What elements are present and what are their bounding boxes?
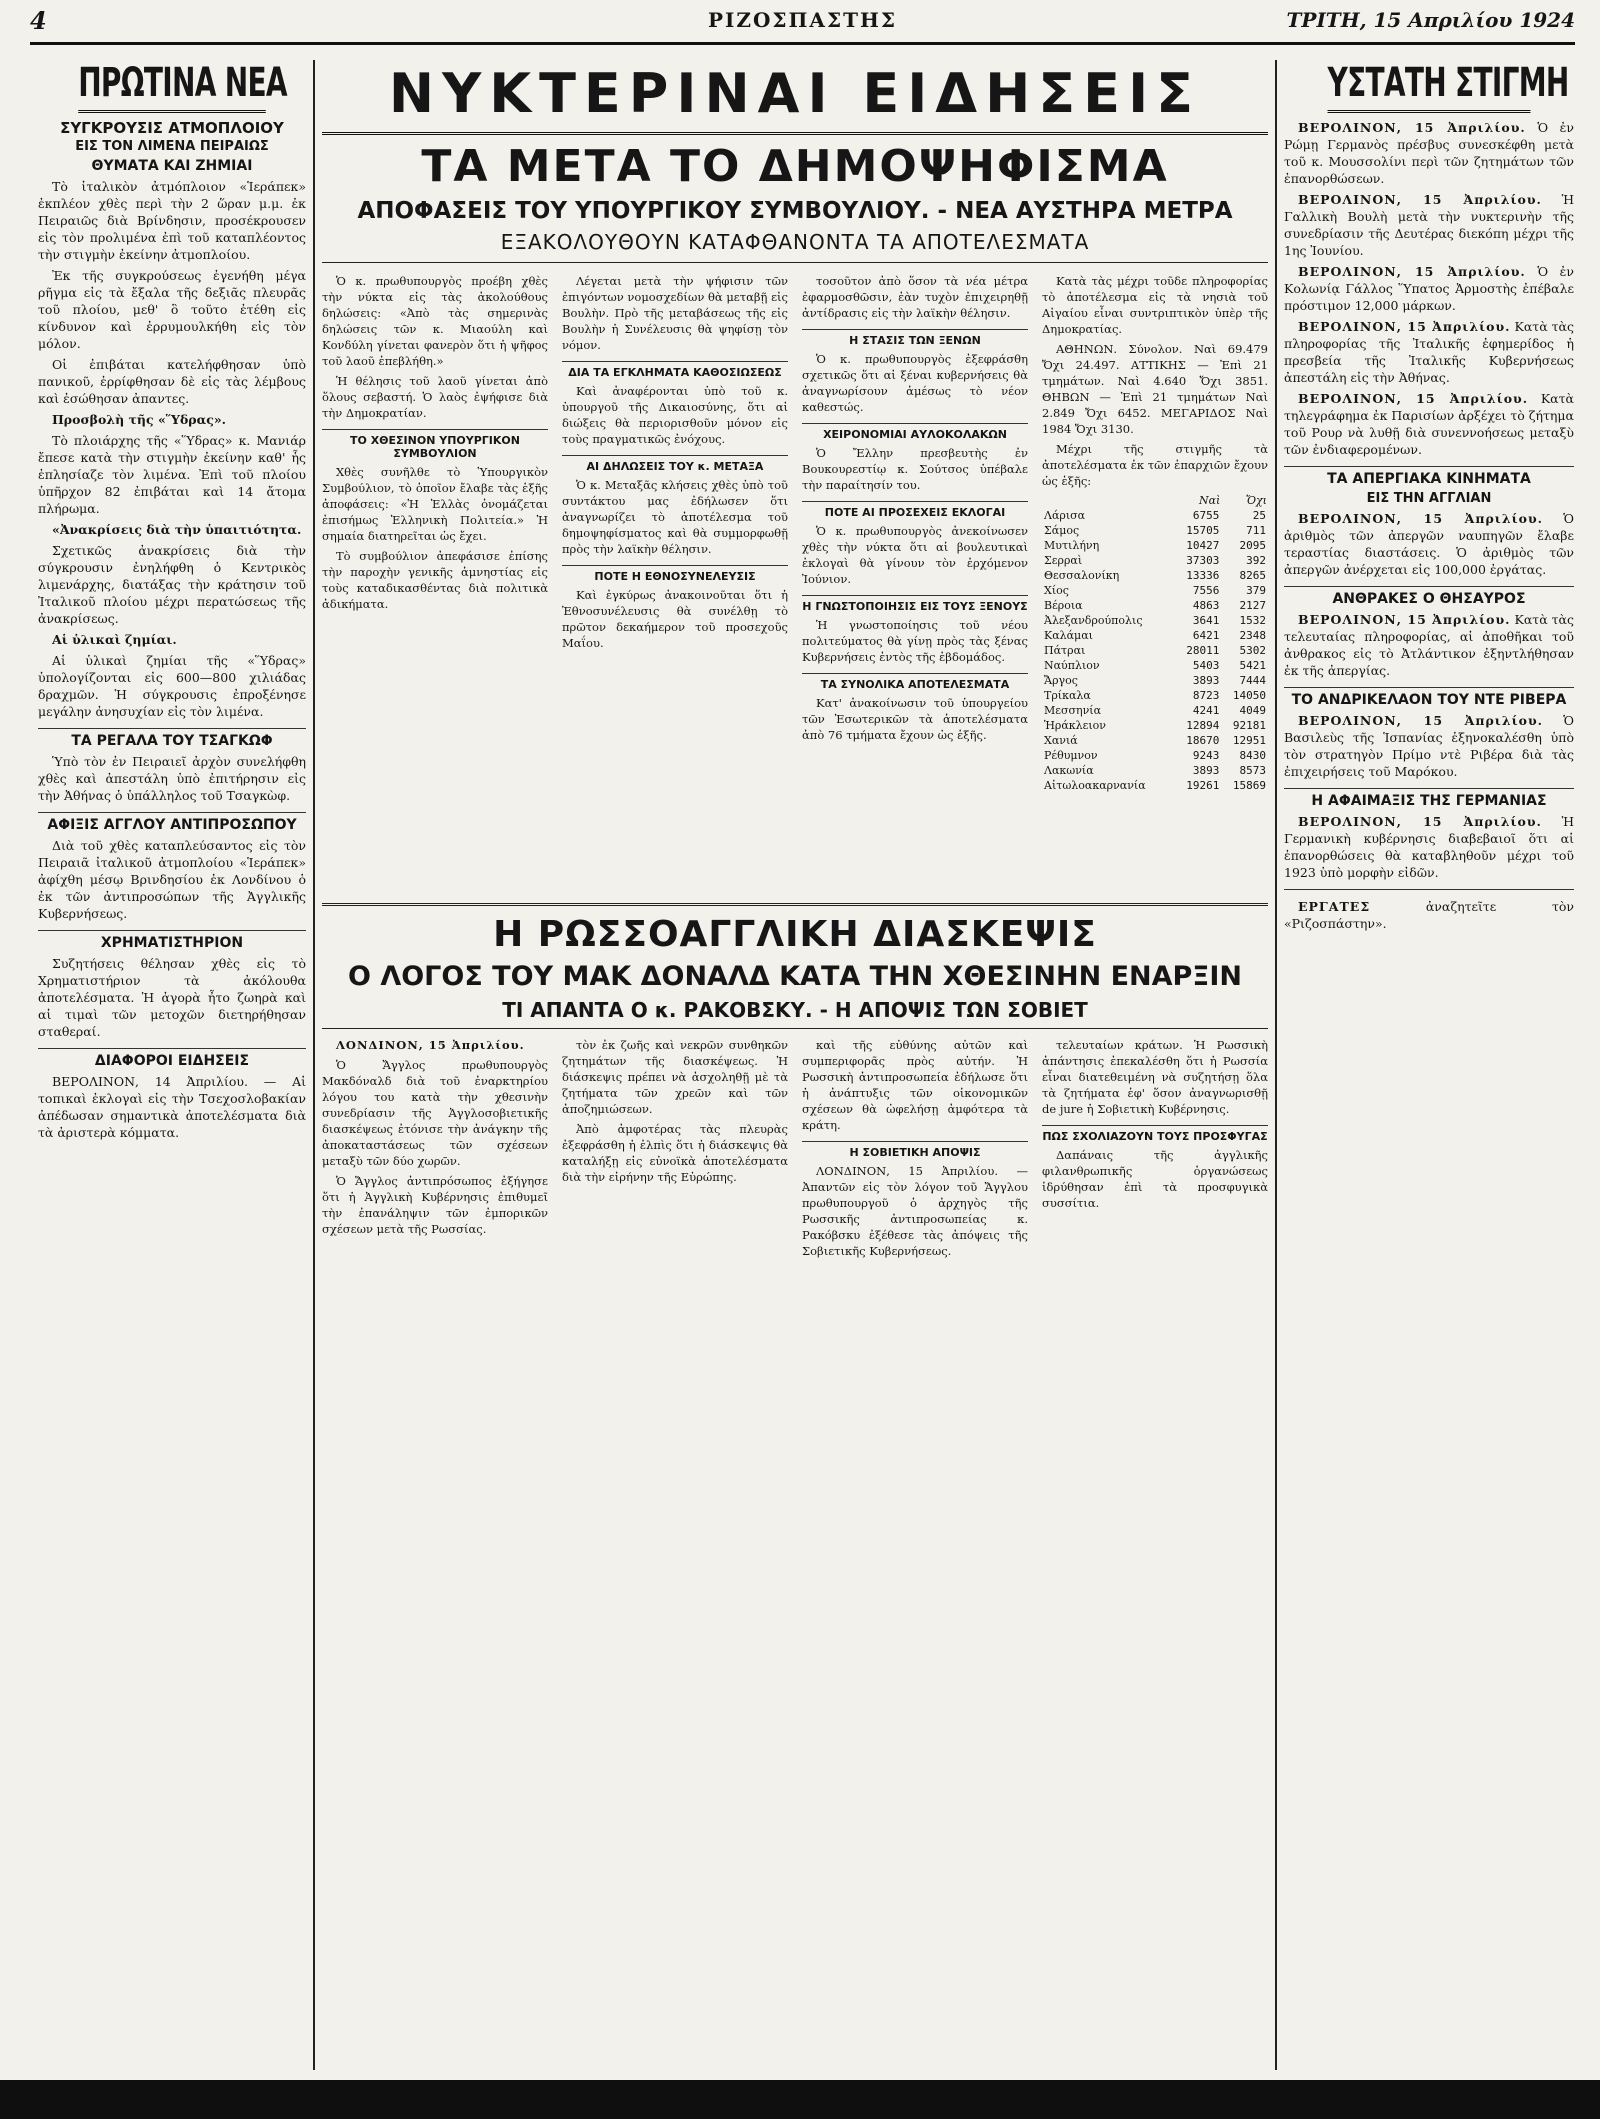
table-cell-region: Πάτραι: [1044, 644, 1086, 657]
last-minute-list: [1284, 119, 1574, 458]
table-cell-count: 12951: [1232, 734, 1266, 747]
column-divider: [313, 60, 315, 2070]
text-column: [802, 273, 1028, 893]
paragraph: [322, 1037, 548, 1053]
table-cell-region: Αἰτωλοακαρνανία: [1044, 779, 1146, 792]
paragraph: Κατὰ τὰς μέχρι τοῦδε πληροφορίας τὸ ἀποτέλεσμα εἰς τὰ νησιὰ τοῦ Αἰγαίου εἶναι συντριπτικὸν ὑπὲρ τῆς Δημοκρατίας.: [1042, 274, 1268, 336]
table-row: [1042, 508, 1268, 523]
center-column: [322, 60, 1268, 2070]
table-cell-count: 15705: [1186, 524, 1220, 537]
paragraph-text: Κατὰ τὰς πληροφορίας τῆς Ἰταλικῆς ἐφημερίδος ἡ πρεσβεία τῆς Ἰταλικῆς Κυβερνήσεως ἀπεστάλη εἰς τὴν Ἀθήνας.: [1284, 319, 1574, 385]
paragraph: Ὁ Ἄγγλος πρωθυπουργὸς Μακδόναλδ διὰ τοῦ ἐναρκτηρίου λόγου του κατὰ τὴν χθεσινὴν συνεδρίασιν τῆς Ἀγγλοσοβιετικῆς διασκέψεως ἐτόνισε τὴν ἀνάγκην τῆς ἀποκαταστάσεως τῶν σχέσεων μεταξὺ τῶν δύο χωρῶν.: [322, 1058, 548, 1168]
table-cell-count: 7556: [1192, 584, 1220, 597]
table-cell-count: 18670: [1186, 734, 1220, 747]
paragraph-text: Κατὰ τὰς τελευταίας πληροφορίας, αἱ ἀποθῆκαι τοῦ ἀνθρακος εἰς τὸ Ἀτλάντικον ἐξηντλήθησαν ἐκ τῆς ἀπεργίας.: [1284, 612, 1574, 678]
table-header-row: [1042, 493, 1268, 508]
paragraph: τελευταίων κράτων. Ἡ Ρωσσικὴ ἀπάντησις ἐπεκαλέσθη ὅτι ἡ Ρωσσία εἶναι διατεθειμένη νὰ συζητήσῃ ὅλα τὰ ζητήματα ἐφ' ὅσον ἀναγνωρισθῇ de jure ἡ Σοβιετικὴ Κυβέρνησις.: [1042, 1038, 1268, 1116]
table-cell-count: 13336: [1186, 569, 1220, 582]
paragraph: Καὶ ἐγκύρως ἀνακοινοῦται ὅτι ἡ Ἐθνοσυνέλευσις θὰ συνέλθῃ τὸ πρῶτον δεκαήμερον τοῦ προσεχοῦς Μαΐου.: [562, 588, 788, 650]
subhead: Η ΣΟΒΙΕΤΙΚΗ ΑΠΟΨΙΣ: [802, 1141, 1028, 1159]
table-row: [1042, 613, 1268, 628]
table-row: [1042, 628, 1268, 643]
dateline: ΒΕΡΟΛΙΝΟΝ, 15 Ἀπριλίου.: [1298, 120, 1526, 135]
table-cell-count: 37303: [1186, 554, 1220, 567]
dateline: ΒΕΡΟΛΙΝΟΝ, 15 Ἀπριλίου.: [1298, 264, 1526, 279]
footer-title: ΕΡΓΑΤΕΣ: [1298, 899, 1371, 914]
paragraph: Μέχρι τῆς στιγμῆς τὰ ἀποτελέσματα ἐκ τῶν ἐπαρχιῶν ἔχουν ὡς ἑξῆς:: [1042, 442, 1268, 488]
story2-headline: Η ΡΩΣΣΟΑΓΓΛΙΚΗ ΔΙΑΣΚΕΨΙΣ: [493, 914, 1097, 955]
dateline: ΒΕΡΟΛΙΝΟΝ, 15 Ἀπριλίου.: [1298, 814, 1542, 829]
table-row: [1042, 703, 1268, 718]
dateline: ΒΕΡΟΛΙΝΟΝ, 15 Ἀπριλίου.: [1298, 319, 1511, 334]
table-cell-region: Τρίκαλα: [1044, 689, 1091, 702]
table-cell-region: Θεσσαλονίκη: [1044, 569, 1120, 582]
table-cell-region: Ρέθυμνον: [1044, 749, 1098, 762]
dateline: ΒΕΡΟΛΙΝΟΝ, 15 Ἀπριλίου.: [1298, 192, 1542, 207]
paragraph: Ὁ κ. Μεταξᾶς κλήσεις χθὲς ὑπὸ τοῦ συντάκτου μας ἐδήλωσεν ὅτι ἀναγνωρίζει τὸ ἀποτέλεσμα τοῦ δημοψηφίσματος καὶ θὰ συμμορφωθῇ πρὸς τὴν λαϊκὴν θέλησιν.: [562, 478, 788, 556]
paragraph: τοσοῦτον ἀπὸ ὅσον τὰ νέα μέτρα ἐφαρμοσθῶσιν, ἐὰν τυχὸν ἐπιχειρηθῇ ἀντίδρασις εἰς τὴν λαϊκὴν θέλησιν.: [802, 274, 1028, 320]
paragraph: [1284, 510, 1574, 578]
table-cell-count: 2348: [1239, 629, 1266, 642]
list-item: [1284, 318, 1574, 386]
text-column: [322, 273, 548, 893]
subhead: Αἱ ὑλικαὶ ζημίαι.: [52, 632, 177, 647]
right-column: [1284, 60, 1574, 2070]
table-cell-count: 6755: [1192, 509, 1220, 522]
section-banner-last-minute: ΥΣΤΑΤΗ ΣΤΙΓΜΗ: [1328, 60, 1531, 113]
text-column: [562, 1037, 788, 1263]
column-divider: [1275, 60, 1277, 2070]
table-row: [1042, 523, 1268, 538]
table-cell-region: Σάμος: [1044, 524, 1080, 537]
results-table: [1042, 493, 1268, 793]
story-title: ΤΟ ΑΝΔΡΙΚΕΛΑΟΝ ΤΟΥ ΝΤΕ ΡΙΒΕΡΑ: [1284, 687, 1574, 708]
table-cell-count: 14050: [1232, 689, 1266, 702]
table-header: Ναὶ: [1198, 494, 1221, 507]
table-cell-region: Μεσσηνία: [1044, 704, 1101, 717]
paragraph-text: Ἡ Γαλλικὴ Βουλὴ μετὰ τὴν νυκτερινὴν τῆς συνεδρίασιν τῆς Δευτέρας διεκόπη μέχρι τῆς 1ης Ἰουνίου.: [1284, 192, 1574, 258]
paragraph: Καὶ ἀναφέρονται ὑπὸ τοῦ κ. ὑπουργοῦ τῆς Δικαιοσύνης, ὅτι αἱ διώξεις θὰ περιορισθοῦν μόνον εἰς τοὺς πραγματικῶς ἐνόχους.: [562, 384, 788, 446]
table-cell-count: 711: [1246, 524, 1266, 537]
paragraph: [38, 631, 306, 648]
table-cell-count: 9243: [1192, 749, 1220, 762]
table-row: [1042, 553, 1268, 568]
section-banner-night-news: ΝΥΚΤΕΡΙΝΑΙ ΕΙΔΗΣΕΙΣ: [322, 60, 1268, 135]
dateline: ΒΕΡΟΛΙΝΟΝ, 15 Ἀπριλίου.: [1298, 511, 1544, 526]
paragraph-text: Ὁ ἐν Ρώμῃ Γερμανὸς πρέσβυς συνεσκέφθη μετὰ τοῦ κ. Μουσσολίνι περὶ τῶν ζητημάτων τῶν ἐπανορθώσεων.: [1284, 120, 1574, 186]
paragraph: ΒΕΡΟΛΙΝΟΝ, 14 Ἀπριλίου. — Αἱ τοπικαὶ ἐκλογαὶ εἰς τὴν Τσεχοσλοβακίαν ἀπέδωσαν σημαντικὰ ἀποτελέσματα διὰ τὰ ἀριστερὰ κόμματα.: [38, 1074, 306, 1140]
paragraph-text: Ὁ ἀριθμὸς τῶν ἀπεργῶν ναυπηγῶν ἔλαβε τεραστίας διαστάσεις. Ὁ ἀριθμὸς τῶν ἀπεργῶν ἀνέρχεται εἰς 100,000 ἐργάτας.: [1284, 511, 1574, 577]
paragraph: Ἐκ τῆς συγκρούσεως ἐγενήθη μέγα ρῆγμα εἰς τὰ ἔξαλα τῆς δεξιᾶς πλευρᾶς τοῦ πλοίου, μεθ' ὃ τοῦτο ἐτέθη εἰς κίνδυνον καὶ ἐρρυμουλκήθη εἰς τὸν μόλον.: [38, 268, 306, 351]
list-item: [1284, 191, 1574, 259]
table-row: [1042, 583, 1268, 598]
story-divider: [322, 903, 1268, 906]
table-row: [1042, 763, 1268, 778]
table-cell-region: Χίος: [1044, 584, 1069, 597]
main-headline: ΤΑ ΜΕΤΑ ΤΟ ΔΗΜΟΨΗΦΙΣΜΑ: [421, 141, 1169, 192]
text-column: [1042, 1037, 1268, 1263]
table-cell-count: 6421: [1192, 629, 1220, 642]
text-column: [562, 273, 788, 893]
left-column: [38, 60, 306, 2070]
paragraph: Ὁ κ. πρωθυπουργὸς προέβη χθὲς τὴν νύκτα εἰς τὰς ἀκολούθους δηλώσεις: «Ἀπὸ τὰς σημερινὰς δηλώσεις τῶν κ. Μιαούλη καὶ Κονδύλη γίνεται φανερὸν ὅτι ἡ ψῆφος τοῦ λαοῦ ἐπεβλήθη.»: [322, 274, 548, 368]
table-cell-region: Ναύπλιον: [1044, 659, 1100, 672]
table-cell-count: 7444: [1239, 674, 1266, 687]
story-title: ΑΦΙΞΙΣ ΑΓΓΛΟΥ ΑΝΤΙΠΡΟΣΩΠΟΥ: [38, 812, 306, 833]
subhead: «Ἀνακρίσεις διὰ τὴν ὑπαιτιότητα.: [52, 522, 302, 537]
table-cell-count: 12894: [1186, 719, 1220, 732]
story-title: ΤΑ ΑΠΕΡΓΙΑΚΑ ΚΙΝΗΜΑΤΑ: [1284, 466, 1574, 487]
main-deck-secondary: ΕΞΑΚΟΛΟΥΘΟΥΝ ΚΑΤΑΦΘΑΝΟΝΤΑ ΤΑ ΑΠΟΤΕΛΕΣΜΑΤΑ: [322, 230, 1268, 263]
subhead: ΠΩΣ ΣΧΟΛΙΑΖΟΥΝ ΤΟΥΣ ΠΡΟΣΦΥΓΑΣ: [1042, 1125, 1268, 1143]
paragraph: Λέγεται μετὰ τὴν ψήφισιν τῶν ἐπιγόντων νομοσχεδίων θὰ μεταβῇ εἰς Βουλὴν. Πρὸ τῆς μεταβάσεως τῆς εἰς Βουλὴν ἡ Συνέλευσις θὰ ψηφίσῃ τὸν νόμον.: [562, 274, 788, 352]
story-title: ΔΙΑΦΟΡΟΙ ΕΙΔΗΣΕΙΣ: [38, 1048, 306, 1069]
table-row: [1042, 673, 1268, 688]
story-title: ΧΡΗΜΑΤΙΣΤΗΡΙΟΝ: [38, 930, 306, 951]
table-cell-count: 3641: [1192, 614, 1220, 627]
paragraph: Ὁ Ἔλλην πρεσβευτὴς ἐν Βουκουρεστίῳ κ. Σούτσος ὑπέβαλε τὴν παραίτησίν του.: [802, 446, 1028, 492]
table-row: [1042, 643, 1268, 658]
subhead: Προσβολὴ τῆς «Ὕδρας».: [52, 412, 226, 427]
subhead: ΤΑ ΣΥΝΟΛΙΚΑ ΑΠΟΤΕΛΕΣΜΑΤΑ: [802, 673, 1028, 691]
paragraph: ΛΟΝΔΙΝΟΝ, 15 Ἀπριλίου. — Ἀπαντῶν εἰς τὸν λόγον τοῦ Ἄγγλου πρωθυπουργοῦ ὁ ἀρχηγὸς τῆς Ρωσσικῆς ἀντιπροσωπείας κ. Ρακόβσκυ ἐξέθεσε τὰς ἀπόψεις τῆς Σοβιετικῆς Κυβερνήσεως.: [802, 1164, 1028, 1258]
subhead: ΑΙ ΔΗΛΩΣΕΙΣ ΤΟΥ κ. ΜΕΤΑΞΑ: [562, 455, 788, 473]
story-title: ΣΥΓΚΡΟΥΣΙΣ ΑΤΜΟΠΛΟΙΟΥ: [60, 119, 284, 137]
table-cell-region: Χανιά: [1044, 734, 1078, 747]
table-cell-count: 2095: [1239, 539, 1266, 552]
table-header: [1042, 493, 1175, 508]
paragraph: [38, 411, 306, 428]
table-cell-region: Ἄργος: [1044, 674, 1078, 687]
newspaper-name: ΡΙΖΟΣΠΑΣΤΗΣ: [707, 8, 898, 32]
paragraph-text: Ὁ Βασιλεὺς τῆς Ἱσπανίας ἐξηνοκαλέσθη ὑπὸ τὸν στρατηγὸν Πρίμο ντὲ Ριβέρα διὰ τὰς ἐπιχειρήσεις τοῦ Μαρόκου.: [1284, 713, 1574, 779]
story2-deck-secondary: ΤΙ ΑΠΑΝΤΑ Ο κ. ΡΑΚΟΒΣΚΥ. - Η ΑΠΟΨΙΣ ΤΩΝ ΣΟΒΙΕΤ: [322, 998, 1268, 1029]
table-cell-region: Σερραὶ: [1044, 554, 1083, 567]
paragraph: Ὁ Ἄγγλος ἀντιπρόσωπος ἐξήγησε ὅτι ἡ Ἀγγλικὴ Κυβέρνησις ἐπιθυμεῖ τὴν ἐπανάληψιν τῶν ἐμπορικῶν σχέσεων μετὰ τῆς Ρωσσίας.: [322, 1174, 548, 1236]
paragraph: καὶ τῆς εὐθύνης αὐτῶν καὶ συμπεριφορᾶς πρὸς αὐτήν. Ἡ Ρωσσικὴ ἀντιπροσωπεία ἐδήλωσε ὅτι ἡ ἀνάπτυξις τῶν οἰκονομικῶν σχέσεων θὰ ὠφελήσῃ ἀμφότερα τὰ κράτη.: [802, 1038, 1028, 1132]
story-title: ΤΑ ΡΕΓΑΛΑ ΤΟΥ ΤΣΑΓΚΩΦ: [38, 728, 306, 749]
table-row: [1042, 598, 1268, 613]
paragraph: Δαπάναις τῆς ἀγγλικῆς φιλανθρωπικῆς ὀργανώσεως ἱδρύθησαν ἐπὶ τὰ προσφυγικὰ συσσίτια.: [1042, 1148, 1268, 1210]
subhead: Η ΓΝΩΣΤΟΠΟΙΗΣΙΣ ΕΙΣ ΤΟΥΣ ΞΕΝΟΥΣ: [802, 595, 1028, 613]
table-row: [1042, 778, 1268, 793]
table-cell-count: 3893: [1192, 674, 1220, 687]
table-cell-region: Καλάμαι: [1044, 629, 1093, 642]
main-deck: ΑΠΟΦΑΣΕΙΣ ΤΟΥ ΥΠΟΥΡΓΙΚΟΥ ΣΥΜΒΟΥΛΙΟΥ. - ΝΕΑ ΑΥΣΤΗΡΑ ΜΕΤΡΑ: [357, 198, 1233, 224]
footer-text: ἀναζητεῖτε τὸν «Ριζοσπάστην».: [1284, 899, 1574, 931]
paragraph: [1284, 712, 1574, 780]
table-row: [1042, 658, 1268, 673]
story-subtitle: ΕΙΣ ΤΗΝ ΑΓΓΛΙΑΝ: [1366, 491, 1492, 506]
paragraph: Ὑπὸ τὸν ἐν Πειραιεῖ ἀρχὸν συνελήφθη χθὲς καὶ ἀπεστάλη ὑπὸ ἐπιτήρησιν εἰς τὴν Ἀθήνας ὁ ὑπάλληλος τοῦ Τσαγκὼφ.: [38, 754, 306, 803]
results-table-body: [1042, 508, 1268, 793]
table-row: [1042, 748, 1268, 763]
subhead: Η ΣΤΑΣΙΣ ΤΩΝ ΞΕΝΩΝ: [802, 329, 1028, 347]
story-subtitle: ΕΙΣ ΤΟΝ ΛΙΜΕΝΑ ΠΕΙΡΑΙΩΣ: [75, 139, 269, 154]
story2-deck: Ο ΛΟΓΟΣ ΤΟΥ ΜΑΚ ΔΟΝΑΛΔ ΚΑΤΑ ΤΗΝ ΧΘΕΣΙΝΗΝ ΕΝΑΡΞΙΝ: [347, 961, 1242, 992]
table-row: [1042, 718, 1268, 733]
table-cell-count: 1532: [1239, 614, 1266, 627]
table-cell-count: 4241: [1192, 704, 1220, 717]
paragraph-text: Κατὰ τηλεγράφημα ἐκ Παρισίων ἀρξέχει τὸ ζήτημα τοῦ Ρουρ νὰ λυθῇ διὰ συνεννοήσεως μεταξὺ τῶν ἐνδιαφερομένων.: [1284, 391, 1574, 457]
paragraph: τὸν ἐκ ζωῆς καὶ νεκρῶν συνθηκῶν ζητημάτων τῆς διασκέψεως. Ἡ διάσκεψις πρέπει νὰ ἀσχοληθῇ μὲ τὰ ζητήματα τῶν χρεῶν καὶ τῶν ἀποζημιώσεων.: [562, 1038, 788, 1116]
subhead: ΤΟ ΧΘΕΣΙΝΟΝ ΥΠΟΥΡΓΙΚΟΝ ΣΥΜΒΟΥΛΙΟΝ: [322, 429, 548, 460]
paragraph: Αἱ ὑλικαὶ ζημίαι τῆς «Ὕδρας» ὑπολογίζονται εἰς 600—800 χιλιάδας δραχμῶν. Ἡ σύγκρουσις ἐπροξένησε μεγάλην ἀνησυχίαν εἰς τὸν λιμένα.: [38, 653, 306, 719]
masthead: [30, 6, 1575, 45]
page-bottom-edge: [0, 2080, 1600, 2119]
paragraph: Οἱ ἐπιβάται κατελήφθησαν ὑπὸ πανικοῦ, ἐρρίφθησαν δὲ εἰς τὰς λέμβους καὶ ἐσώθησαν ἀπαντες.: [38, 357, 306, 406]
table-cell-region: Λάρισα: [1044, 509, 1086, 522]
dateline: ΛΟΝΔΙΝΟΝ, 15 Ἀπριλίου.: [336, 1038, 525, 1052]
paragraph: Συζητήσεις θέλησαν χθὲς εἰς τὸ Χρηματιστήριον τὰ ἀκόλουθα ἀποτελέσματα. Ἡ ἀγορὰ ἦτο ζωηρὰ καὶ αἱ τιμαὶ τῶν μετοχῶν διετηρήθησαν σταθεραί.: [38, 956, 306, 1039]
paragraph: Τὸ πλοιάρχης τῆς «Ὕδρας» κ. Μανιάρ ἔπεσε κατὰ τὴν στιγμὴν ἐκείνην καθ' ἧς ἐπλησίαζε τὸν λιμένα. Ἐπὶ τοῦ πλοίου ὑπῆρχον 82 ἐπιβάται καὶ 14 ἄτομα πλήρωμα.: [38, 433, 306, 516]
paragraph: Διὰ τοῦ χθὲς καταπλεύσαντος εἰς τὸν Πειραιᾶ ἰταλικοῦ ἀτμοπλοίου «Ἱεράπεκ» ἀφίχθη μέσῳ Βρινδησίου ἐκ Λονδίνου ὁ ἐκ τῶν ἀντιπροσώπων τῆς Ἀγγλικῆς Κυβερνήσεως.: [38, 838, 306, 921]
paragraph: [1284, 611, 1574, 679]
story-title: ΑΝΘΡΑΚΕΣ Ο ΘΗΣΑΥΡΟΣ: [1284, 586, 1574, 607]
paragraph: Ἡ γνωστοποίησις τοῦ νέου πολιτεύματος θὰ γίνῃ πρὸς τὰς ξένας Κυβερνήσεις ἐντὸς τῆς ἑβδομάδος.: [802, 618, 1028, 664]
table-cell-count: 2127: [1239, 599, 1266, 612]
subhead: ΠΟΤΕ ΑΙ ΠΡΟΣΕΧΕΙΣ ΕΚΛΟΓΑΙ: [802, 501, 1028, 519]
paragraph: Τὸ συμβούλιον ἀπεφάσισε ἐπίσης τὴν παροχὴν γενικῆς ἀμνηστίας εἰς τοὺς καταδικασθέντας διὰ πολιτικὰ ἀδικήματα.: [322, 549, 548, 611]
paragraph: Χθὲς συνῆλθε τὸ Ὑπουργικὸν Συμβούλιον, τὸ ὁποῖον ἔλαβε τὰς ἑξῆς ἀποφάσεις: «Ἡ Ἑλλὰς ὀνομάζεται ἐπισήμως Ἑλληνικὴ Πολιτεία.» Ἡ σημαία διατηρεῖται ὡς ἔχει.: [322, 465, 548, 543]
table-cell-count: 379: [1246, 584, 1266, 597]
paragraph: ΑΘΗΝΩΝ. Σύνολον. Ναὶ 69.479 Ὄχι 24.497. ΑΤΤΙΚΗΣ — Ἐπὶ 21 τμημάτων. Ναὶ 4.640 Ὄχι 3851. ΘΗΒΩΝ — Ἐπὶ 21 τμημάτων Ναὶ 2.849 Ὄχι 6452. ΜΕΓΑΡΙΔΟΣ Ναὶ 1984 Ὄχι 3130.: [1042, 342, 1268, 436]
paragraph: Ἀπὸ ἀμφοτέρας τὰς πλευρὰς ἐξεφράσθη ἡ ἐλπὶς ὅτι ἡ διάσκεψις θὰ καταλήξῃ εἰς εὐνοϊκὰ ἀποτελέσματα διὰ τὴν εἰρήνην τῆς Εὐρώπης.: [562, 1122, 788, 1184]
table-cell-count: 5421: [1239, 659, 1266, 672]
paragraph: Σχετικῶς ἀνακρίσεις διὰ τὴν σύγκρουσιν ἐνηλήφθη ὁ Κεντρικὸς λιμενάρχης, διατάξας τὴν κράτησιν τοῦ Ἰταλικοῦ πλοίου μέχρι περατώσεως τῆς ἀνακρίσεως.: [38, 543, 306, 626]
subhead: ΧΕΙΡΟΝΟΜΙΑΙ ΑΥΛΟΚΟΛΑΚΩΝ: [802, 423, 1028, 441]
table-cell-count: 8430: [1239, 749, 1266, 762]
divider: [1284, 889, 1574, 890]
paragraph: Ἡ θέλησις τοῦ λαοῦ γίνεται ἀπὸ ὅλους σεβαστή. Ὁ λαὸς ἐψήφισε διὰ τὴν Δημοκρατίαν.: [322, 374, 548, 420]
issue-date: ΤΡΙΤΗ, 15 Απριλίου 1924: [1286, 8, 1575, 32]
table-cell-count: 8723: [1192, 689, 1220, 702]
dateline: ΒΕΡΟΛΙΝΟΝ, 15 Ἀπριλίου.: [1298, 612, 1511, 627]
paragraph: Ὁ κ. πρωθυπουργὸς ἀνεκοίνωσεν χθὲς τὴν νύκτα ὅτι αἱ βουλευτικαὶ ἐκλογαὶ θὰ γίνουν τὸν ἐρχόμενον Ἰούνιον.: [802, 524, 1028, 586]
table-cell-count: 5302: [1239, 644, 1266, 657]
page-number: 4: [30, 6, 47, 35]
table-cell-count: 19261: [1186, 779, 1220, 792]
subhead: ΠΟΤΕ Η ΕΘΝΟΣΥΝΕΛΕΥΣΙΣ: [562, 565, 788, 583]
text-column: [322, 1037, 548, 1263]
table-cell-count: 10427: [1186, 539, 1220, 552]
table-row: [1042, 568, 1268, 583]
paragraph: [1284, 898, 1574, 932]
table-cell-count: 5403: [1192, 659, 1220, 672]
table-cell-count: 8573: [1239, 764, 1266, 777]
table-cell-count: 25: [1252, 509, 1266, 522]
table-row: [1042, 538, 1268, 553]
table-cell-count: 28011: [1186, 644, 1220, 657]
table-cell-count: 3893: [1192, 764, 1220, 777]
story-title: Η ΑΦΑΙΜΑΞΙΣ ΤΗΣ ΓΕΡΜΑΝΙΑΣ: [1284, 788, 1574, 809]
paragraph: [1284, 813, 1574, 881]
paragraph: Ὁ κ. πρωθυπουργὸς ἐξεφράσθη σχετικῶς ὅτι αἱ ξέναι κυβερνήσεις θὰ ἀναγνωρίσουν ἀμέσως τὸ νέον καθεστώς.: [802, 352, 1028, 414]
table-cell-region: Βέροια: [1044, 599, 1083, 612]
table-cell-count: 4049: [1239, 704, 1266, 717]
list-item: [1284, 263, 1574, 314]
table-cell-region: Λακωνία: [1044, 764, 1094, 777]
dateline: ΒΕΡΟΛΙΝΟΝ, 15 Ἀπριλίου.: [1298, 391, 1529, 406]
list-item: [1284, 390, 1574, 458]
table-cell-count: 392: [1246, 554, 1266, 567]
paragraph: Κατ' ἀνακοίνωσιν τοῦ ὑπουργείου τῶν Ἐσωτερικῶν τὰ ἀποτελέσματα ἀπὸ 76 τμήματα ἔχουν ὡς ἑξῆς.: [802, 696, 1028, 742]
table-cell-region: Ἡράκλειον: [1044, 719, 1106, 732]
story2-columns: [322, 1037, 1268, 1263]
list-item: [1284, 119, 1574, 187]
story-kicker: ΘΥΜΑΤΑ ΚΑΙ ΖΗΜΙΑΙ: [91, 158, 253, 174]
paragraph-text: Ἡ Γερμανικὴ κυβέρνησις διαβεβαιοῖ ὅτι αἱ ἐπανορθώσεις θὰ καταβληθοῦν μέχρι τοῦ 1923 ὑπὸ μορφὴν εἰδῶν.: [1284, 814, 1574, 880]
text-column: [802, 1037, 1028, 1263]
dateline: ΒΕΡΟΛΙΝΟΝ, 15 Ἀπριλίου.: [1298, 713, 1544, 728]
section-banner-latest: ΠΡΩΤΙΝΑ ΝΕΑ: [78, 60, 266, 113]
table-cell-count: 92181: [1232, 719, 1266, 732]
table-cell-count: 8265: [1239, 569, 1266, 582]
story-columns: [322, 273, 1268, 893]
table-header: Ὄχι: [1245, 494, 1267, 507]
table-cell-region: Μυτιλήνη: [1044, 539, 1100, 552]
table-cell-count: 15869: [1232, 779, 1266, 792]
table-cell-region: Ἀλεξανδρούπολις: [1044, 614, 1143, 627]
table-cell-count: 4863: [1192, 599, 1220, 612]
table-row: [1042, 733, 1268, 748]
paragraph-text: Ὁ ἐν Κολωνίᾳ Γάλλος Ὕπατος Ἀρμοστὴς ἐπέβαλε πρόστιμον 12,000 μάρκων.: [1284, 264, 1574, 313]
paragraph: Τὸ ἰταλικὸν ἀτμόπλοιον «Ἱεράπεκ» ἐκπλέον χθὲς περὶ τὴν 2 ὥραν μ.μ. ἐκ Πειραιῶς διὰ Βρίνδησιν, προσέκρουσεν εἰς τὸν προλιμένα ἐπὶ τοῦ καταπλέοντος τὴν στιγμὴν ἐκείνην ἀτμοπλοίου.: [38, 179, 306, 262]
subhead: ΔΙΑ ΤΑ ΕΓΚΛΗΜΑΤΑ ΚΑΘΟΣΙΩΣΕΩΣ: [562, 361, 788, 379]
text-column: [1042, 273, 1268, 893]
table-row: [1042, 688, 1268, 703]
paragraph: [38, 521, 306, 538]
